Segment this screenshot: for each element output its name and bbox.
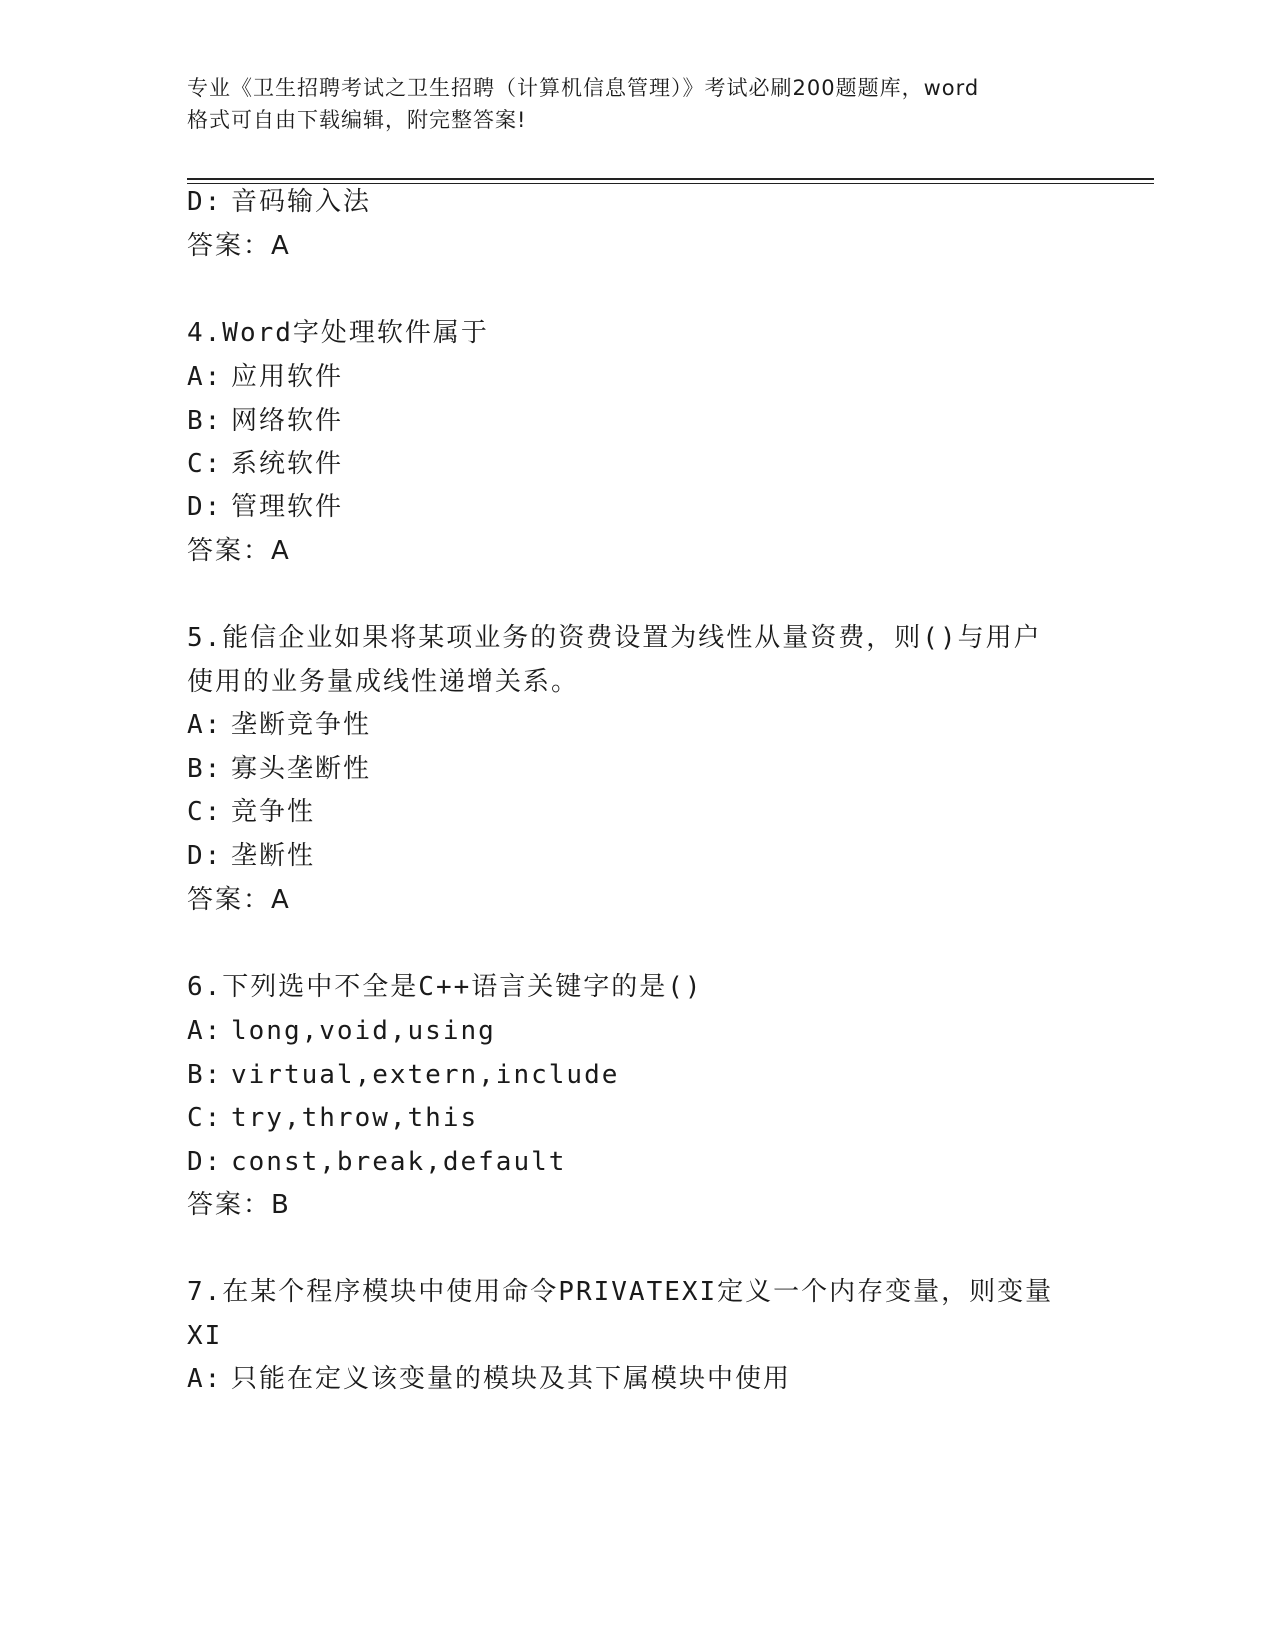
q5-option-c [187, 795, 315, 829]
q5-option-b [187, 752, 371, 786]
q6-question: 6.下列选中不全是C++语言关键字的是() [187, 972, 703, 1002]
option-text: 网络软件 [231, 406, 344, 436]
q4-option-b [187, 404, 343, 438]
option-text: 系统软件 [231, 449, 344, 479]
q5-answer: 答案：A [187, 885, 291, 915]
option-text: try,throw,this [231, 1103, 479, 1133]
option-label: C: [187, 797, 223, 827]
option-text: 应用软件 [231, 362, 344, 392]
option-label: A: [187, 362, 223, 392]
option-label: D: [187, 187, 223, 217]
option-label: A: [187, 1364, 223, 1394]
option-text: 垄断性 [231, 841, 316, 871]
q4-option-d [187, 490, 343, 524]
q7-question-line-2: XI [187, 1321, 223, 1351]
option-text: long,void,using [231, 1016, 496, 1046]
option-text: 管理软件 [231, 492, 344, 522]
option-text: 只能在定义该变量的模块及其下属模块中使用 [231, 1364, 792, 1394]
option-text: 垄断竞争性 [231, 710, 372, 740]
option-label: B: [187, 754, 223, 784]
document-header [187, 72, 1087, 136]
q3-option-d [187, 185, 371, 219]
q5-option-d [187, 839, 315, 873]
option-text: virtual,extern,include [231, 1060, 620, 1090]
option-text: 音码输入法 [231, 187, 372, 217]
q3-answer: 答案：A [187, 231, 291, 261]
q7-option-a [187, 1362, 791, 1396]
option-label: B: [187, 1060, 223, 1090]
option-text: 寡头垄断性 [231, 754, 372, 784]
option-label: C: [187, 449, 223, 479]
header-line-1: 专业《卫生招聘考试之卫生招聘（计算机信息管理）》考试必刷200题题库，word [187, 76, 980, 100]
q4-question: 4.Word字处理软件属于 [187, 318, 489, 348]
option-text: const,break,default [231, 1147, 567, 1177]
header-rule-thin [187, 183, 1154, 184]
q6-option-a [187, 1014, 496, 1048]
q4-answer: 答案：A [187, 536, 291, 566]
option-label: D: [187, 841, 223, 871]
q5-option-a [187, 708, 371, 742]
option-label: A: [187, 1016, 223, 1046]
q6-answer: 答案：B [187, 1190, 291, 1220]
header-line-2: 格式可自由下载编辑，附完整答案! [187, 108, 527, 132]
option-text: 竞争性 [231, 797, 316, 827]
option-label: D: [187, 1147, 223, 1177]
q7-question-line-1: 7.在某个程序模块中使用命令PRIVATEXI定义一个内存变量，则变量 [187, 1277, 1054, 1307]
q5-question-line-2: 使用的业务量成线性递增关系。 [187, 667, 580, 697]
option-label: C: [187, 1103, 223, 1133]
header-rule-thick [187, 178, 1154, 180]
q6-option-c [187, 1101, 478, 1135]
q6-option-b [187, 1058, 619, 1092]
option-label: B: [187, 406, 223, 436]
q5-question-line-1: 5.能信企业如果将某项业务的资费设置为线性从量资费，则()与用户 [187, 623, 1042, 653]
option-label: D: [187, 492, 223, 522]
q4-option-c [187, 447, 343, 481]
option-label: A: [187, 710, 223, 740]
q4-option-a [187, 360, 343, 394]
q6-option-d [187, 1145, 566, 1179]
